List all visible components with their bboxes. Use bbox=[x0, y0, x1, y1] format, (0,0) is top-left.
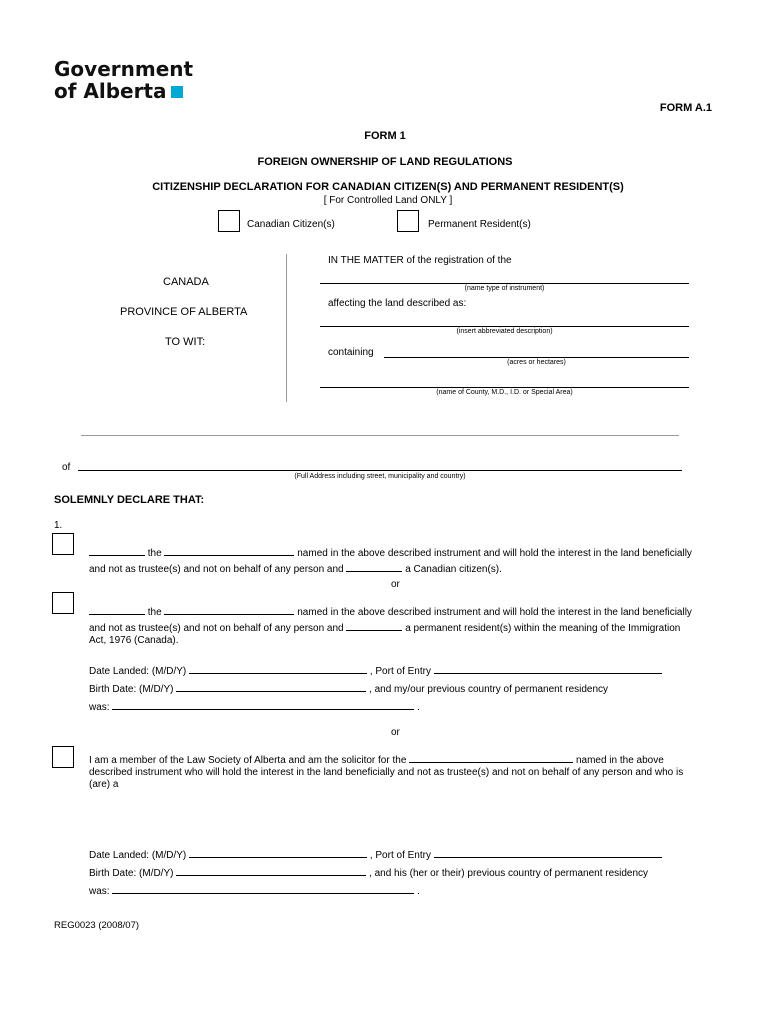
opt3-client-field[interactable] bbox=[409, 751, 573, 763]
county-field[interactable] bbox=[320, 387, 689, 388]
opt2-line2 bbox=[89, 619, 729, 635]
opt3-port-field[interactable] bbox=[434, 846, 662, 858]
opt2-date-landed-row bbox=[89, 662, 729, 678]
opt2-named: named in the above described instrument and will hold the interest in the land beneficially bbox=[297, 607, 692, 618]
declarant-name-field[interactable] bbox=[81, 435, 679, 436]
opt3-birth-field[interactable] bbox=[176, 864, 366, 876]
opt2-line3: Act, 1976 (Canada). bbox=[89, 635, 179, 646]
opt3-prev-country-label: , and his (her or their) previous country of permanent residency bbox=[369, 868, 649, 879]
opt2-date-landed-field[interactable] bbox=[189, 662, 367, 674]
opt1-line2-b: a Canadian citizen(s). bbox=[405, 564, 502, 575]
permanent-resident-checkbox[interactable] bbox=[397, 210, 419, 232]
opt2-status-field[interactable] bbox=[346, 619, 402, 631]
permanent-resident-declaration bbox=[89, 603, 729, 647]
opt1-line2 bbox=[89, 560, 729, 576]
instrument-type-field[interactable] bbox=[320, 283, 689, 284]
land-description-caption: (insert abbreviated description) bbox=[456, 328, 553, 335]
canadian-citizen-declaration bbox=[89, 544, 729, 576]
venue-divider bbox=[286, 254, 287, 402]
logo-line-2: of Alberta bbox=[54, 79, 167, 103]
opt3-was-label: was: bbox=[89, 886, 110, 897]
canadian-citizen-label: Canadian Citizen(s) bbox=[247, 219, 335, 230]
matter-intro: IN THE MATTER of the registration of the bbox=[328, 255, 512, 266]
opt2-line2-a: and not as trustee(s) and not on behalf of any person and bbox=[89, 623, 344, 634]
containing-label: containing bbox=[328, 347, 374, 358]
affecting-label: affecting the land described as: bbox=[328, 298, 467, 309]
opt1-named: named in the above described instrument and will hold the interest in the land beneficially bbox=[297, 548, 692, 559]
form-id: FORM A.1 bbox=[659, 102, 712, 114]
form-number: FORM 1 bbox=[364, 130, 406, 142]
address-caption: (Full Address including street, municipality and country) bbox=[294, 473, 466, 480]
logo-line-1: Government bbox=[54, 57, 194, 81]
opt3-country-field[interactable] bbox=[112, 882, 414, 894]
opt2-port-field[interactable] bbox=[434, 662, 662, 674]
opt2-port-label: , Port of Entry bbox=[369, 666, 431, 677]
solicitor-declaration bbox=[89, 751, 709, 791]
opt2-line2-b: a permanent resident(s) within the meaning of the Immigration bbox=[405, 623, 681, 634]
county-caption: (name of County, M.D., I.D. or Special Area) bbox=[436, 389, 573, 396]
venue-country: CANADA bbox=[163, 276, 209, 288]
opt2-name-field[interactable] bbox=[89, 603, 145, 615]
opt2-birth-field[interactable] bbox=[176, 680, 366, 692]
opt3-date-landed-label: Date Landed: (M/D/Y) bbox=[89, 850, 187, 861]
opt2-was-row bbox=[89, 698, 729, 714]
opt3-line1 bbox=[89, 751, 709, 767]
form-code: REG0023 (2008/07) bbox=[54, 920, 140, 931]
area-field[interactable] bbox=[384, 357, 689, 358]
opt3-date-landed-row bbox=[89, 846, 729, 862]
opt2-birth-label: Birth Date: (M/D/Y) bbox=[89, 684, 174, 695]
form-subtitle: CITIZENSHIP DECLARATION FOR CANADIAN CITIZEN(S) AND PERMANENT RESIDENT(S) bbox=[152, 181, 624, 193]
form-title: FOREIGN OWNERSHIP OF LAND REGULATIONS bbox=[257, 156, 513, 168]
opt2-was-label: was: bbox=[89, 702, 110, 713]
declare-number: 1. bbox=[54, 520, 63, 531]
opt2-the: the bbox=[147, 607, 162, 618]
permanent-resident-label: Permanent Resident(s) bbox=[428, 219, 531, 230]
canadian-citizen-checkbox[interactable] bbox=[218, 210, 240, 232]
logo-square-icon bbox=[171, 86, 183, 98]
venue-province: PROVINCE OF ALBERTA bbox=[120, 306, 248, 318]
opt2-role-field[interactable] bbox=[164, 603, 294, 615]
opt3-line1-a: I am a member of the Law Society of Alberta and am the solicitor for the bbox=[89, 755, 407, 766]
or-separator-1: or bbox=[391, 579, 400, 590]
opt3-date-landed-field[interactable] bbox=[189, 846, 367, 858]
declare-heading: SOLEMNLY DECLARE THAT: bbox=[54, 494, 205, 506]
solicitor-declaration-checkbox[interactable] bbox=[52, 746, 74, 768]
land-description-field[interactable] bbox=[320, 326, 689, 327]
opt3-birth-label: Birth Date: (M/D/Y) bbox=[89, 868, 174, 879]
opt1-status-field[interactable] bbox=[346, 560, 402, 572]
opt2-period: . bbox=[417, 702, 420, 713]
address-field[interactable] bbox=[78, 470, 682, 471]
opt3-was-row bbox=[89, 882, 729, 898]
venue-to-wit: TO WIT: bbox=[165, 336, 206, 348]
logo-line-2-wrap bbox=[54, 80, 193, 102]
opt1-line2-a: and not as trustee(s) and not on behalf of any person and bbox=[89, 564, 344, 575]
or-separator-2: or bbox=[391, 727, 400, 738]
form-note: [ For Controlled Land ONLY ] bbox=[323, 195, 453, 206]
opt1-line1 bbox=[89, 544, 729, 560]
opt1-name-field[interactable] bbox=[89, 544, 145, 556]
opt3-port-label: , Port of Entry bbox=[369, 850, 431, 861]
opt3-line2: described instrument who will hold the interest in the land beneficially and not as trustee(s) and not on behalf of any person and who is bbox=[89, 767, 684, 778]
opt1-role-field[interactable] bbox=[164, 544, 294, 556]
government-of-alberta-logo bbox=[54, 58, 193, 102]
instrument-type-caption: (name type of instrument) bbox=[464, 285, 545, 292]
opt3-line3: (are) a bbox=[89, 779, 119, 790]
opt3-period: . bbox=[417, 886, 420, 897]
opt2-line1 bbox=[89, 603, 729, 619]
opt2-date-landed-label: Date Landed: (M/D/Y) bbox=[89, 666, 187, 677]
opt2-birth-row bbox=[89, 680, 729, 696]
area-caption: (acres or hectares) bbox=[507, 359, 566, 366]
opt2-prev-country-label: , and my/our previous country of permanent residency bbox=[369, 684, 609, 695]
opt2-country-field[interactable] bbox=[112, 698, 414, 710]
canadian-citizen-declaration-checkbox[interactable] bbox=[52, 533, 74, 555]
opt3-line1-b: named in the above bbox=[575, 755, 664, 766]
opt3-birth-row bbox=[89, 864, 729, 880]
of-label: of bbox=[62, 462, 71, 473]
permanent-resident-declaration-checkbox[interactable] bbox=[52, 592, 74, 614]
opt1-the: the bbox=[147, 548, 162, 559]
